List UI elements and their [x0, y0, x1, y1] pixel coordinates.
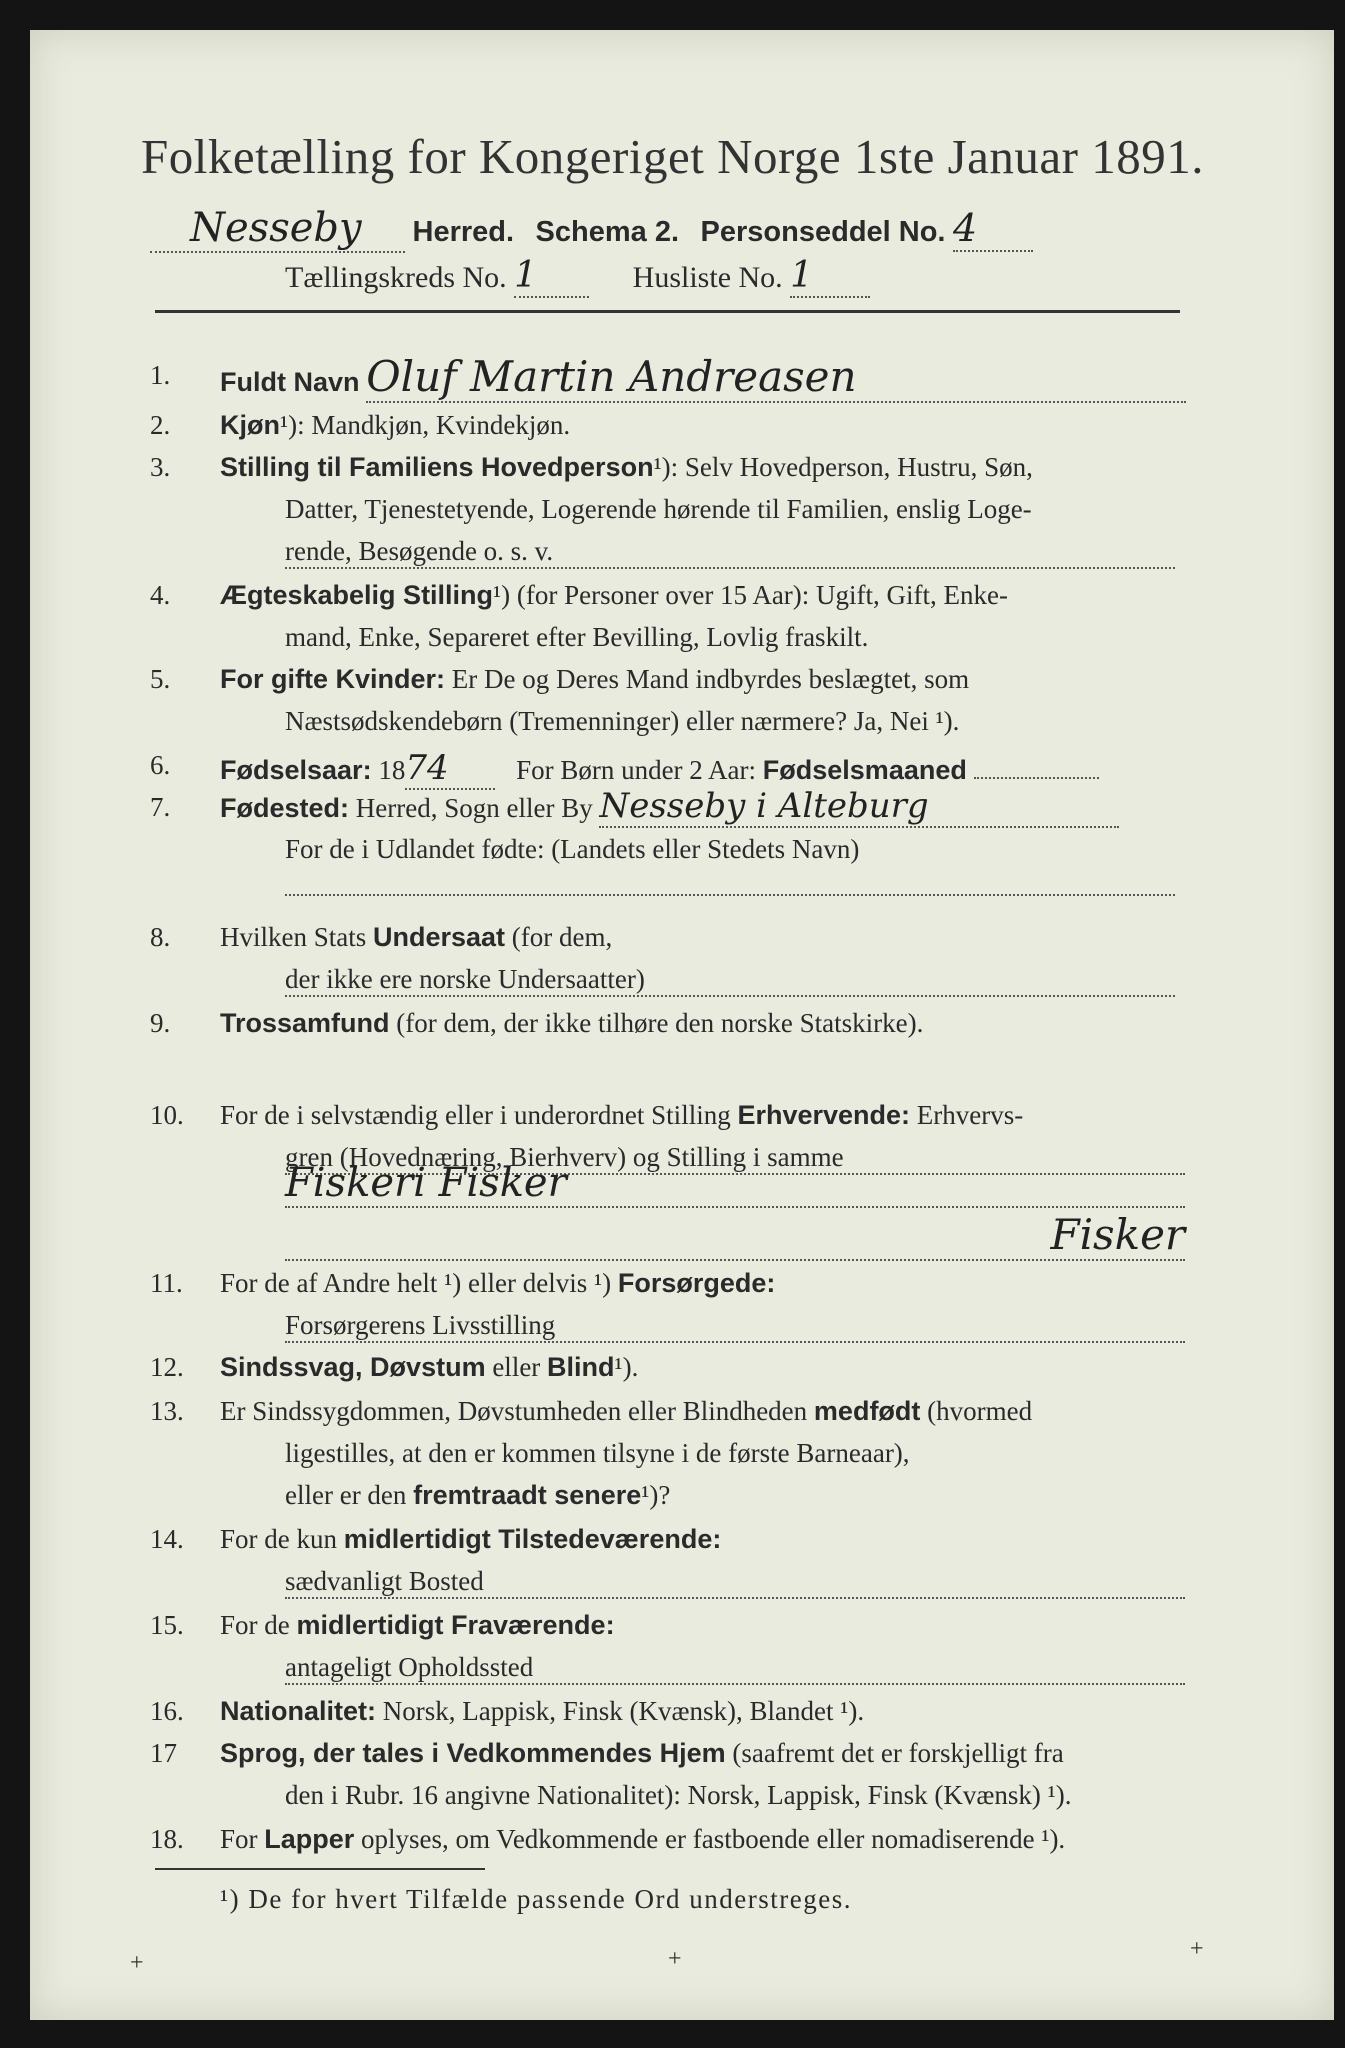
- item-number: 7.: [150, 792, 171, 822]
- item-number: 6.: [150, 750, 171, 780]
- item-label: Sindssvag, Døvstum: [220, 1352, 486, 1382]
- margin-mark: +: [1190, 1936, 1204, 1962]
- item-blank-line: [285, 872, 1175, 903]
- margin-mark: +: [130, 1950, 144, 1976]
- item-full-name: [220, 352, 1186, 403]
- item-occupation: [220, 1100, 1023, 1131]
- item-text-continued: eller er den fremtraadt senere¹)?: [285, 1480, 671, 1510]
- item-text: Herred, Sogn eller By: [355, 793, 593, 823]
- item-gender: [220, 410, 570, 441]
- item-text-continued: For de i Udlandet fødte: (Landets eller Stedets Navn): [285, 834, 860, 864]
- item-text-continued: der ikke ere norske Undersaatter): [285, 964, 1175, 997]
- item-text: For Børn under 2 Aar:: [516, 755, 757, 785]
- full-name-value: Oluf Martin Andreasen: [366, 352, 1186, 403]
- item-number: 18.: [150, 1824, 184, 1854]
- item-text: (for dem,: [511, 922, 613, 952]
- item-text-continued: antageligt Opholdssted: [285, 1652, 1185, 1685]
- item-language: [220, 1738, 1064, 1769]
- item-text: Erhvervs-: [916, 1100, 1024, 1130]
- item-label: Ægteskabelig Stilling: [220, 580, 494, 610]
- item-text: (saafremt det er forskjelligt fra: [732, 1738, 1064, 1768]
- item-label: midlertidigt Tilstedeværende:: [343, 1524, 722, 1554]
- personseddel-number: 4: [953, 206, 1033, 252]
- item-text-continued: gren (Hovednæring, Bierhverv) og Stilling i samme: [285, 1142, 1185, 1175]
- item-number: 2.: [150, 410, 171, 440]
- kreds-label: Tællingskreds No.: [285, 261, 507, 294]
- personseddel-label: Personseddel No.: [700, 216, 946, 248]
- item-text-continued: den i Rubr. 16 angivne Nationalitet): Norsk, Lappisk, Finsk (Kvænsk) ¹).: [285, 1780, 1072, 1810]
- item-text: oplyses, om Vedkommende er fastboende eller nomadiserende ¹).: [361, 1824, 1066, 1854]
- item-occupation-line: [285, 1160, 1185, 1208]
- footnote: ¹) De for hvert Tilfælde passende Ord understreges.: [220, 1884, 852, 1914]
- item-citizenship: [220, 922, 612, 953]
- item-text: For: [220, 1824, 258, 1854]
- item-birthplace: [220, 786, 1119, 828]
- footnote-divider: [155, 1868, 485, 1870]
- item-birth-year: [220, 748, 1099, 790]
- item-text: (hvormed: [927, 1396, 1033, 1426]
- item-number: 14.: [150, 1524, 184, 1554]
- husliste-label: Husliste No.: [632, 261, 783, 294]
- item-label: midlertidigt Fraværende:: [296, 1610, 615, 1640]
- item-family-position: [220, 452, 1033, 483]
- form-title: Folketælling for Kongeriget Norge 1ste Januar 1891.: [141, 129, 1204, 184]
- birthplace-value: Nesseby i Alteburg: [599, 786, 1119, 828]
- item-number: 16.: [150, 1696, 184, 1726]
- husliste-number: 1: [790, 255, 870, 298]
- item-label: For gifte Kvinder:: [220, 664, 446, 694]
- item-number: 5.: [150, 664, 171, 694]
- item-label: Lapper: [264, 1824, 355, 1854]
- item-text: Er Sindssygdommen, Døvstumheden eller Blindheden: [220, 1396, 808, 1426]
- item-label: Sprog, der tales i Vedkommendes Hjem: [220, 1738, 726, 1768]
- item-text: 18: [378, 755, 406, 785]
- item-text-continued: rende, Besøgende o. s. v.: [285, 536, 1175, 569]
- item-number: 11.: [150, 1268, 183, 1298]
- item-marital-status: [220, 580, 1008, 611]
- item-text: Norsk, Lappisk, Finsk (Kvænsk), Blandet ¹).: [382, 1696, 865, 1726]
- item-text: (for dem, der ikke tilhøre den norske Statskirke).: [396, 1008, 924, 1038]
- item-label: Undersaat: [373, 922, 506, 952]
- item-nationality: [220, 1696, 864, 1727]
- item-temporary-absent: [220, 1610, 615, 1641]
- margin-mark: +: [668, 1946, 682, 1972]
- item-occupation-line2: [285, 1210, 1185, 1261]
- item-label: Trossamfund: [220, 1008, 390, 1038]
- item-text: ¹): Selv Hovedperson, Hustru, Søn,: [653, 452, 1033, 482]
- item-label: Forsørgede:: [617, 1268, 776, 1298]
- item-number: 12.: [150, 1352, 184, 1382]
- item-label: Blind: [547, 1352, 615, 1382]
- item-religion: [220, 1008, 923, 1039]
- herred-label: Herred.: [412, 216, 515, 248]
- birth-year-value: 74: [405, 748, 495, 790]
- item-temporary-present: [220, 1524, 721, 1555]
- item-number: 3.: [150, 452, 171, 482]
- header-herred-row: [150, 205, 1033, 253]
- item-text: For de kun: [220, 1524, 337, 1554]
- item-number: 4.: [150, 580, 171, 610]
- item-text-continued: Forsørgerens Livsstilling: [285, 1310, 1185, 1343]
- item-text: For de: [220, 1610, 290, 1640]
- item-married-women: [220, 664, 969, 695]
- item-text: Er De og Deres Mand indbyrdes beslægtet, som: [451, 664, 970, 694]
- occupation-value: Fiskeri Fisker: [285, 1160, 1185, 1208]
- kreds-number: 1: [514, 255, 589, 298]
- birth-month-blank: [974, 777, 1099, 779]
- item-text-continued: ligestilles, at den er kommen tilsyne i de første Barneaar),: [285, 1438, 910, 1468]
- header-divider: [155, 310, 1180, 313]
- item-number: 10.: [150, 1100, 184, 1130]
- item-text: For de af Andre helt ¹) eller delvis ¹): [220, 1268, 612, 1298]
- item-disability-onset: [220, 1396, 1032, 1427]
- schema-label: Schema 2.: [535, 216, 680, 248]
- item-text-continued: sædvanligt Bosted: [285, 1566, 1185, 1599]
- herred-value: Nesseby: [150, 205, 405, 253]
- item-number: 9.: [150, 1008, 171, 1038]
- item-text: Hvilken Stats: [220, 922, 367, 952]
- item-label: Erhvervende:: [737, 1100, 911, 1130]
- item-number: 13.: [150, 1396, 184, 1426]
- item-number: 15.: [150, 1610, 184, 1640]
- item-label: Nationalitet:: [220, 1696, 377, 1726]
- item-sami: [220, 1824, 1065, 1855]
- item-text: ¹): Mandkjøn, Kvindekjøn.: [280, 410, 571, 440]
- item-label: fremtraadt senere: [413, 1480, 642, 1510]
- item-supported: [220, 1268, 775, 1299]
- item-label: Fødselsmaaned: [762, 755, 967, 785]
- item-label: Kjøn: [220, 410, 280, 440]
- item-label: Fuldt Navn: [220, 367, 360, 397]
- item-label: Stilling til Familiens Hovedperson: [220, 452, 654, 482]
- item-text: ¹) (for Personer over 15 Aar): Ugift, Gift, Enke-: [493, 580, 1008, 610]
- item-number: 8.: [150, 922, 171, 952]
- item-disability: [220, 1352, 638, 1383]
- item-text: For de i selvstændig eller i underordnet Stilling: [220, 1100, 731, 1130]
- header-kreds-row: [285, 255, 870, 298]
- item-text: eller: [492, 1352, 541, 1382]
- occupation-value-2: Fisker: [285, 1210, 1185, 1261]
- item-text-continued: Datter, Tjenestetyende, Logerende hørende til Familien, enslig Loge-: [285, 494, 1032, 524]
- item-text-continued: mand, Enke, Separeret efter Bevilling, Lovlig fraskilt.: [285, 622, 869, 652]
- item-text-continued: Næstsødskendebørn (Tremenninger) eller nærmere? Ja, Nei ¹).: [285, 706, 960, 736]
- item-label: Fødselsaar:: [220, 755, 372, 785]
- item-label: Fødested:: [220, 793, 350, 823]
- item-number: 1.: [150, 360, 171, 390]
- item-number: 17: [150, 1738, 177, 1768]
- item-text: ¹).: [614, 1352, 639, 1382]
- item-label: medfødt: [813, 1396, 921, 1426]
